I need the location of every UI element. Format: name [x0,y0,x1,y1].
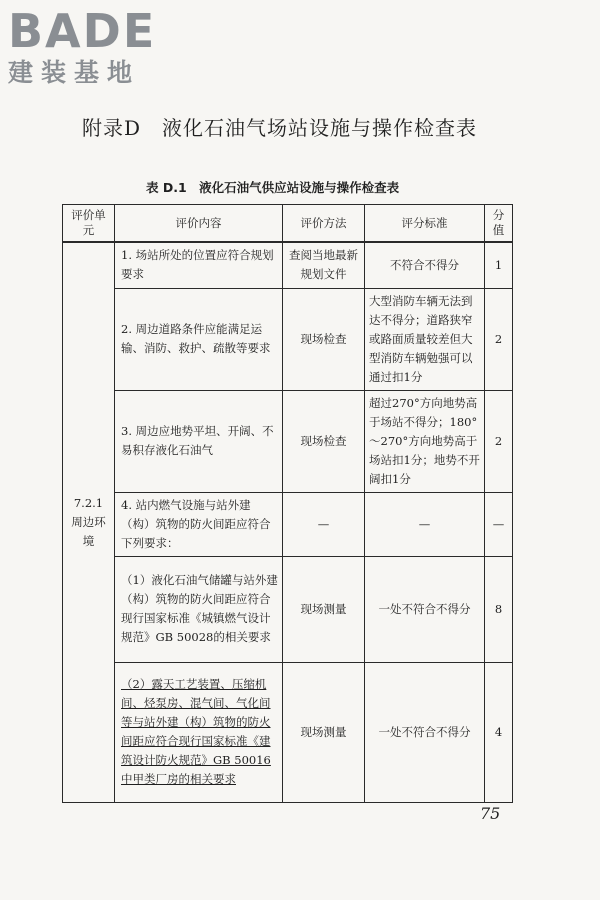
score-cell: — [485,492,513,556]
method-cell: 现场测量 [283,556,365,662]
table-caption: 表 D.1 液化石油气供应站设施与操作检查表 [146,180,400,195]
method-cell: 现场检查 [283,288,365,390]
table-row [63,242,513,288]
method-cell: 现场检查 [283,390,365,492]
brand-logo [8,6,156,88]
score-cell: 2 [485,390,513,492]
table-row [63,288,513,390]
header-score: 分值 [485,205,513,243]
criteria-cell: 大型消防车辆无法到达不得分；道路狭窄或路面质量较差但大型消防车辆勉强可以通过扣1分 [365,288,485,390]
content-cell: 2. 周边道路条件应能满足运输、消防、救护、疏散等要求 [115,288,283,390]
content-cell: 1. 场站所处的位置应符合规划要求 [115,242,283,288]
content-cell: （2）露天工艺装置、压缩机间、烃泵房、混气间、气化间等与站外建（构）筑物的防火间距应符合现行国家标准《建筑设计防火规范》GB 50016中甲类厂房的相关要求 [115,662,283,802]
score-cell: 1 [485,242,513,288]
method-cell: — [283,492,365,556]
content-cell: 4. 站内燃气设施与站外建（构）筑物的防火间距应符合下列要求： [115,492,283,556]
criteria-cell: 不符合不得分 [365,242,485,288]
logo-subtitle: 建装基地 [8,58,141,87]
header-method: 评价方法 [283,205,365,243]
method-cell: 查阅当地最新规划文件 [283,242,365,288]
table-row [63,662,513,802]
header-content: 评价内容 [115,205,283,243]
content-cell: （1）液化石油气储罐与站外建（构）筑物的防火间距应符合现行国家标准《城镇燃气设计规范》GB 50028的相关要求 [115,556,283,662]
method-cell: 现场测量 [283,662,365,802]
criteria-cell: 超过270°方向地势高于场站不得分；180°～270°方向地势高于场站扣1分；地势不开阔扣1分 [365,390,485,492]
content-cell: 3. 周边应地势平坦、开阔、不易积存液化石油气 [115,390,283,492]
table-row [63,390,513,492]
header-unit: 评价单元 [63,205,115,243]
score-cell: 8 [485,556,513,662]
page-number: 75 [480,804,501,823]
criteria-cell: 一处不符合不得分 [365,556,485,662]
evaluation-unit-cell: 7.2.1 周边环境 [63,242,115,802]
header-criteria: 评分标准 [365,205,485,243]
score-cell: 2 [485,288,513,390]
inspection-table [62,204,513,803]
table-row [63,556,513,662]
score-cell: 4 [485,662,513,802]
criteria-cell: 一处不符合不得分 [365,662,485,802]
table-header-row [63,205,513,243]
table-row [63,492,513,556]
criteria-cell: — [365,492,485,556]
page-title: 附录D 液化石油气场站设施与操作检查表 [82,116,478,140]
logo-wordmark: BADE [8,4,157,58]
